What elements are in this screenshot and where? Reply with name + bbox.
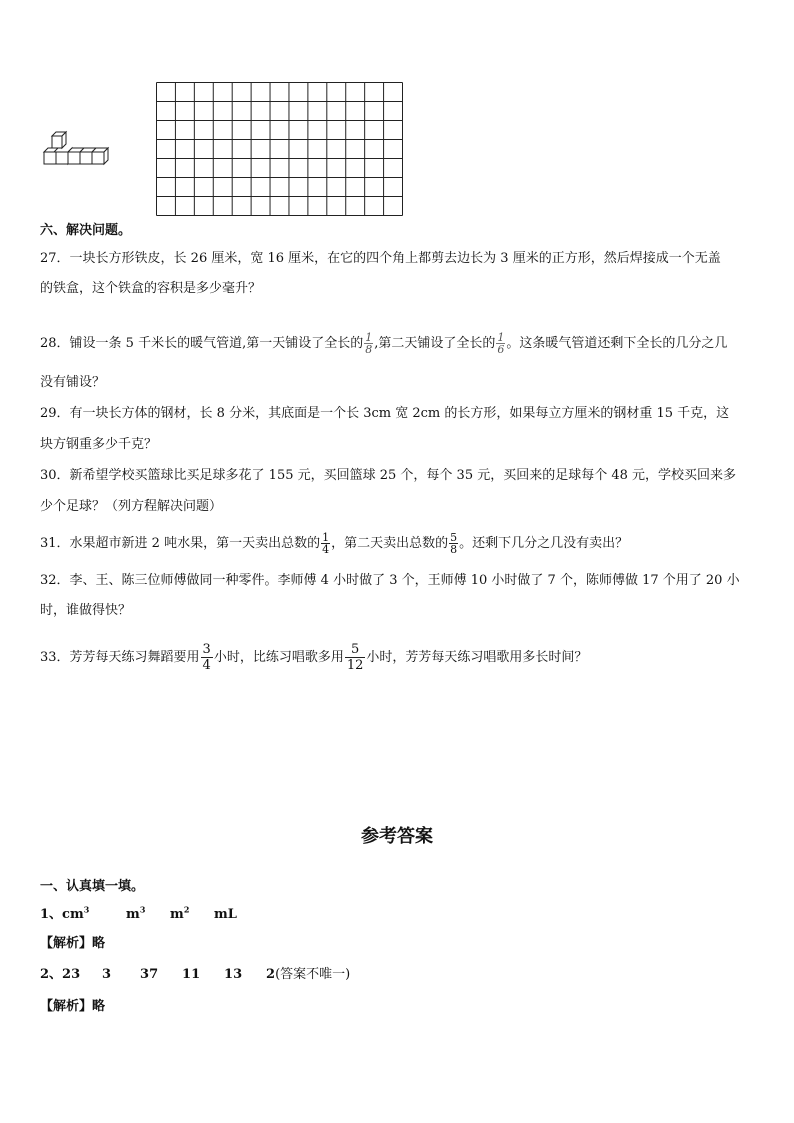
- problem-28-text-c: 。这条暖气管道还剩下全长的几分之几: [506, 336, 728, 351]
- problem-29-line1: 29．有一块长方体的钢材，长 8 分米，其底面是一个长 3cm 宽 2cm 的长方形，如果每立方厘米的钢材重 15 千克，这: [40, 406, 730, 421]
- answer-section-1-title: 一、认真填一填。: [40, 879, 145, 894]
- fraction-three-quarters: $\frac{3}{4}$: [202, 642, 211, 673]
- answer-2-note: 【解析】略: [40, 999, 106, 1014]
- answer-2-remark: (答案不唯一): [275, 967, 351, 982]
- problem-28-text-a: 28．铺设一条 5 千米长的暖气管道,第一天铺设了全长的: [40, 336, 364, 351]
- answer-1-number: 1、: [40, 907, 63, 922]
- fraction-five-twelfths: $\frac{5}{12}$: [346, 642, 364, 673]
- problem-30-line1: 30．新希望学校买篮球比买足球多花了 155 元，买回篮球 25 个，每个 35 元，买回来的足球每个 48 元，学校买回来多: [40, 468, 737, 483]
- problem-33: [40, 642, 587, 673]
- answer-1-unit-cm3: $cm^3$: [62, 904, 90, 922]
- problem-28-line1: [40, 332, 727, 355]
- answer-2: [40, 966, 350, 984]
- problem-30-line2: 少个足球？（列方程解决问题）: [40, 499, 223, 514]
- fraction-five-eighths: $\frac{5}{8}$: [450, 531, 458, 556]
- problem-33-text-a: 33．芳芳每天练习舞蹈要用: [40, 650, 200, 665]
- answer-title: 参考答案: [361, 826, 433, 847]
- problem-31-text-c: 。还剩下几分之几没有卖出？: [459, 536, 629, 551]
- answer-2-item: 37: [140, 967, 159, 982]
- fraction-one-sixth: $\frac{1}{6}$: [497, 331, 505, 356]
- cube-stack-figure: [40, 128, 120, 178]
- answer-2-item: 3: [102, 967, 112, 982]
- problem-27-line1: 27．一块长方形铁皮，长 26 厘米，宽 16 厘米，在它的四个角上都剪去边长为 3 厘米的正方形，然后焊接成一个无盖: [40, 251, 721, 266]
- answer-2-item: 2: [266, 967, 276, 982]
- fraction-one-eighth: $\frac{1}{8}$: [365, 331, 373, 356]
- problem-31: [40, 532, 628, 555]
- problem-33-text-c: 小时，芳芳每天练习唱歌用多长时间？: [366, 650, 588, 665]
- answer-1-note: 【解析】略: [40, 936, 106, 951]
- square-grid: [156, 82, 403, 216]
- answer-2-item: 13: [224, 967, 243, 982]
- problem-31-text-b: ，第二天卖出总数的: [331, 536, 449, 551]
- answer-2-item: 11: [182, 967, 201, 982]
- problem-28-line2: 没有铺设？: [40, 375, 106, 390]
- answer-1-unit-m2: $m^2$: [170, 904, 190, 922]
- problem-27-line2: 的铁盒，这个铁盒的容积是多少毫升？: [40, 281, 262, 296]
- answer-2-number: 2、: [40, 967, 63, 982]
- problem-32-line1: 32．李、王、陈三位师傅做同一种零件。李师傅 4 小时做了 3 个，王师傅 10 小时做了 7 个，陈师傅做 17 个用了 20 小: [40, 573, 740, 588]
- problem-28-text-b: ,第二天铺设了全长的: [374, 336, 496, 351]
- answer-1-unit-ml: mL: [214, 907, 237, 922]
- answer-1-unit-m3: $m^3$: [126, 904, 146, 922]
- answer-2-item: 23: [62, 967, 81, 982]
- figure-area: [40, 78, 410, 218]
- section-6-title: 六、解决问题。: [40, 223, 132, 238]
- answer-1: [40, 906, 237, 924]
- problem-29-line2: 块方钢重多少千克？: [40, 437, 158, 452]
- problem-31-text-a: 31．水果超市新进 2 吨水果，第一天卖出总数的: [40, 536, 321, 551]
- fraction-one-quarter: $\frac{1}{4}$: [322, 531, 330, 556]
- problem-32-line2: 时，谁做得快？: [40, 603, 132, 618]
- problem-33-text-b: 小时，比练习唱歌多用: [213, 650, 344, 665]
